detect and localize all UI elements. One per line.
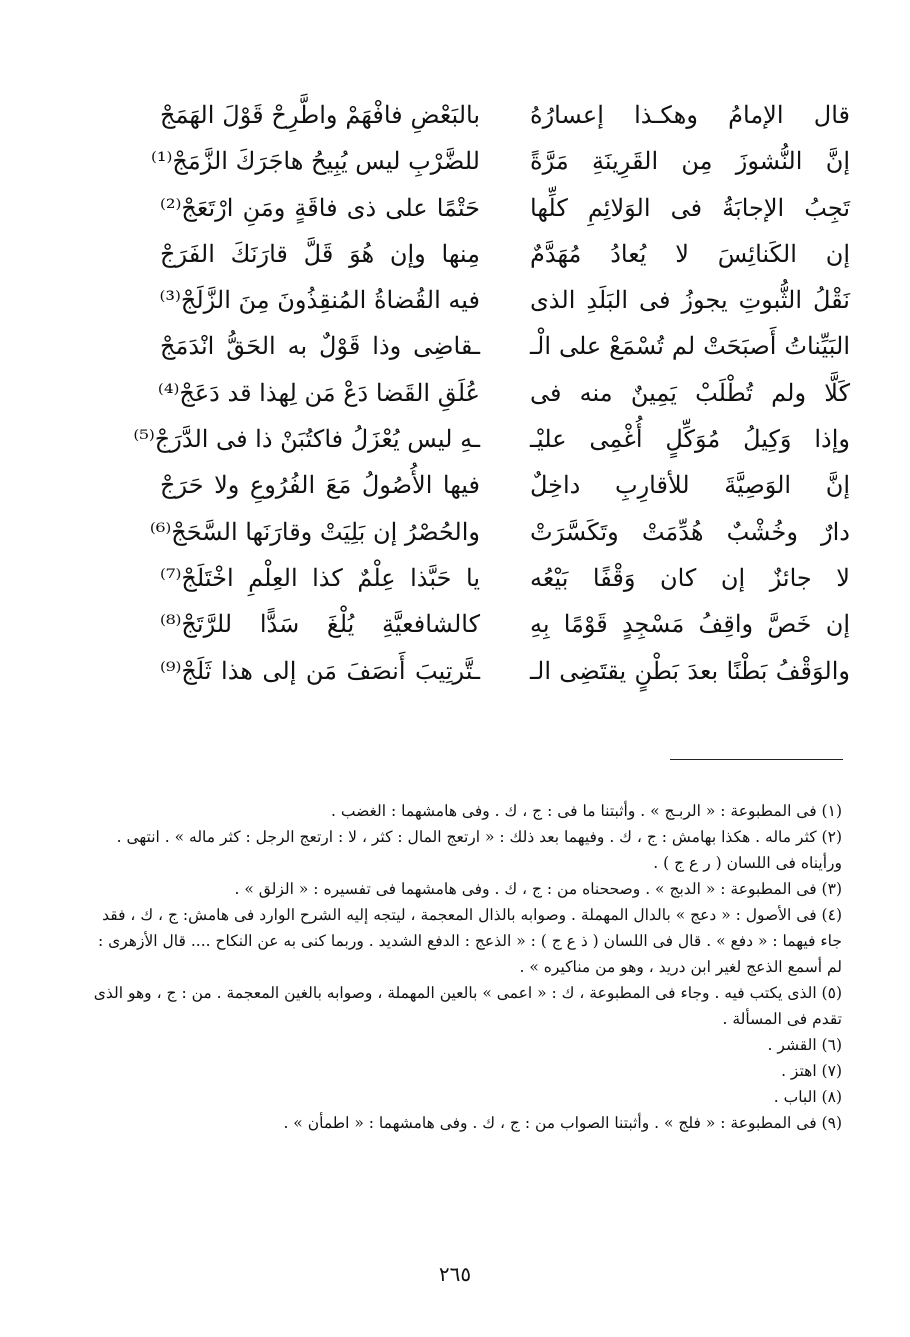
first-hemistich: لا جائزٌ إن كان وَقْفًا بَيْعُه xyxy=(530,563,850,592)
second-hemistich: يا حَبَّذا عِلْمٌ كذا العِلْمِ اخْتَلَجْ⁽⁷⁾ xyxy=(160,563,480,592)
second-hemistich: للضَّرْبِ ليس يُبِيحُ هاجَرَكَ الزَّمَجْ⁽¹⁾ xyxy=(150,147,480,176)
second-hemistich: ـهِ ليس يُعْزَلُ فاكتُبَنْ ذا فى الدَّرَجْ⁽⁵⁾ xyxy=(133,425,480,454)
first-hemistich: البَيِّناتُ أَصبَحَتْ لم تُسْمَعْ على الْـ xyxy=(530,332,850,361)
footnote: (١) فى المطبوعة : « الربـج » . وأثبتنا ما فى : ج ، ك . وفى هامشهما : الغضب . xyxy=(331,802,842,820)
footnotes xyxy=(80,798,842,1136)
second-hemistich: مِنها وإن هُوَ قَلَّ قارَنَكَ الفَرَجْ xyxy=(160,239,480,268)
footnote: (٨) الباب . xyxy=(773,1088,842,1106)
footnote: (٤) فى الأصول : « دعج » بالدال المهملة . وصوابه بالذال المعجمة ، ليتجه إليه الشرح الوارد فى هامش: ج ، ك ، فقد جاء فيهما : « دفع » . قال فى اللسان ( ذ ع ج ) : « الذعج : الدفع الشديد . وربما كنى به عن النكاح .... قال الأزهرى : لم أسمع الذعج لغير ابن دريد ، وهو من مناكيره » . xyxy=(97,906,842,976)
footnote: (٦) القشر . xyxy=(767,1036,842,1054)
second-hemistich: ـتَّرتِيبَ أَنصَفَ مَن إلى هذا ثَلَجْ⁽⁹⁾ xyxy=(160,656,480,685)
verse xyxy=(149,509,850,555)
footnote: (٥) الذى يكتب فيه . وجاء فى المطبوعة ، ك : « اعمى » بالعين المهملة ، وصوابه بالغين المعجمة . من : ج ، وهو الذى تقدم فى المسألة . xyxy=(93,984,842,1028)
first-hemistich: إن الكَنائِسَ لا يُعادُ مُهَدَّمٌ xyxy=(530,239,850,268)
first-hemistich: نَقْلُ الثُّبوتِ يجوزُ فى البَلَدِ الذى xyxy=(530,286,850,315)
footnote: (٧) اهتز . xyxy=(781,1062,842,1080)
first-hemistich: قال الإمامُ وهكـذا إعسارُهُ xyxy=(530,101,850,129)
first-hemistich: والوَقْفُ بَطْنًا بعدَ بَطْنٍ يقتَضِى الـ xyxy=(530,656,850,685)
verse xyxy=(160,648,850,694)
footnote: (٣) فى المطبوعة : « الدبج » . وصححناه من : ج ، ك . وفى هامشهما فى تفسيره : « الزلق » . xyxy=(234,880,842,898)
second-hemistich: فيه القُضاةُ المُنقِذُونَ مِنَ الزَّلَجْ⁽³⁾ xyxy=(159,286,480,315)
page-number: ٢٦٥ xyxy=(438,1262,472,1286)
first-hemistich: إن خَصَّ واقِفُ مَسْجِدٍ قَوْمًا بِهِ xyxy=(530,610,850,639)
footnote-separator xyxy=(670,759,843,760)
footnote: (٩) فى المطبوعة : « فلج » . وأثبتنا الصواب من : ج ، ك . وفى هامشهما : « اطمأن » . xyxy=(283,1114,842,1132)
verse xyxy=(160,555,850,601)
verse xyxy=(160,601,850,647)
verse xyxy=(160,185,850,231)
second-hemistich: ـقاضِى وذا قَوْلٌ به الحَقُّ انْدَمَجْ xyxy=(160,332,480,361)
poem xyxy=(133,92,850,694)
verse xyxy=(160,277,850,323)
verse xyxy=(133,416,850,462)
verse xyxy=(160,231,850,277)
first-hemistich: إنَّ النُّشوزَ مِن القَرِينَةِ مَرَّةً xyxy=(530,147,850,176)
footnote: (٢) كثر ماله . هكذا بهامش : ج ، ك . وفيهما بعد ذلك : « ارتعج المال : كثر ، لا : ارتعج الرجل : كثر ماله » . انتهى . ورأيناه فى اللسان ( ر ع ج ) . xyxy=(116,828,842,872)
second-hemistich: عُلَقِ القَضا دَعْ مَن لِهذا قد دَعَجْ⁽⁴⁾ xyxy=(157,378,480,407)
second-hemistich: حَتْمًا على ذى فاقَةٍ ومَنِ ارْتَعَجْ⁽²⁾ xyxy=(160,193,480,222)
verse xyxy=(160,462,850,508)
verse xyxy=(157,370,850,416)
verse xyxy=(150,138,850,184)
verse xyxy=(160,92,850,138)
first-hemistich: وإذا وَكِيلُ مُوَكِّلٍ أُغْمِى عليْـ xyxy=(530,425,850,454)
first-hemistich: كَلَّا ولم تُطْلَبْ يَمِينٌ منه فى xyxy=(530,378,850,407)
verse xyxy=(160,323,850,369)
second-hemistich: بالبَعْضِ فافْهَمْ واطَّرِحْ قَوْلَ الهَمَجْ xyxy=(160,101,480,129)
second-hemistich: والحُصْرُ إن بَلِيَتْ وقارَنَها السَّحَجْ⁽⁶⁾ xyxy=(149,517,480,546)
first-hemistich: تَجِبُ الإجابَةُ فى الوَلائِمِ كلِّها xyxy=(530,193,850,222)
second-hemistich: فيها الأُصُولُ مَعَ الفُرُوعِ ولا حَرَجْ xyxy=(160,471,480,500)
first-hemistich: إنَّ الوَصِيَّةَ للأقارِبِ داخِلٌ xyxy=(530,471,850,500)
second-hemistich: كالشافعيَّةِ يُلْغَ سَدًّا للرَّتَجْ⁽⁸⁾ xyxy=(160,610,480,639)
first-hemistich: دارٌ وخُشْبٌ هُدِّمَتْ وتَكَسَّرَتْ xyxy=(530,517,850,546)
